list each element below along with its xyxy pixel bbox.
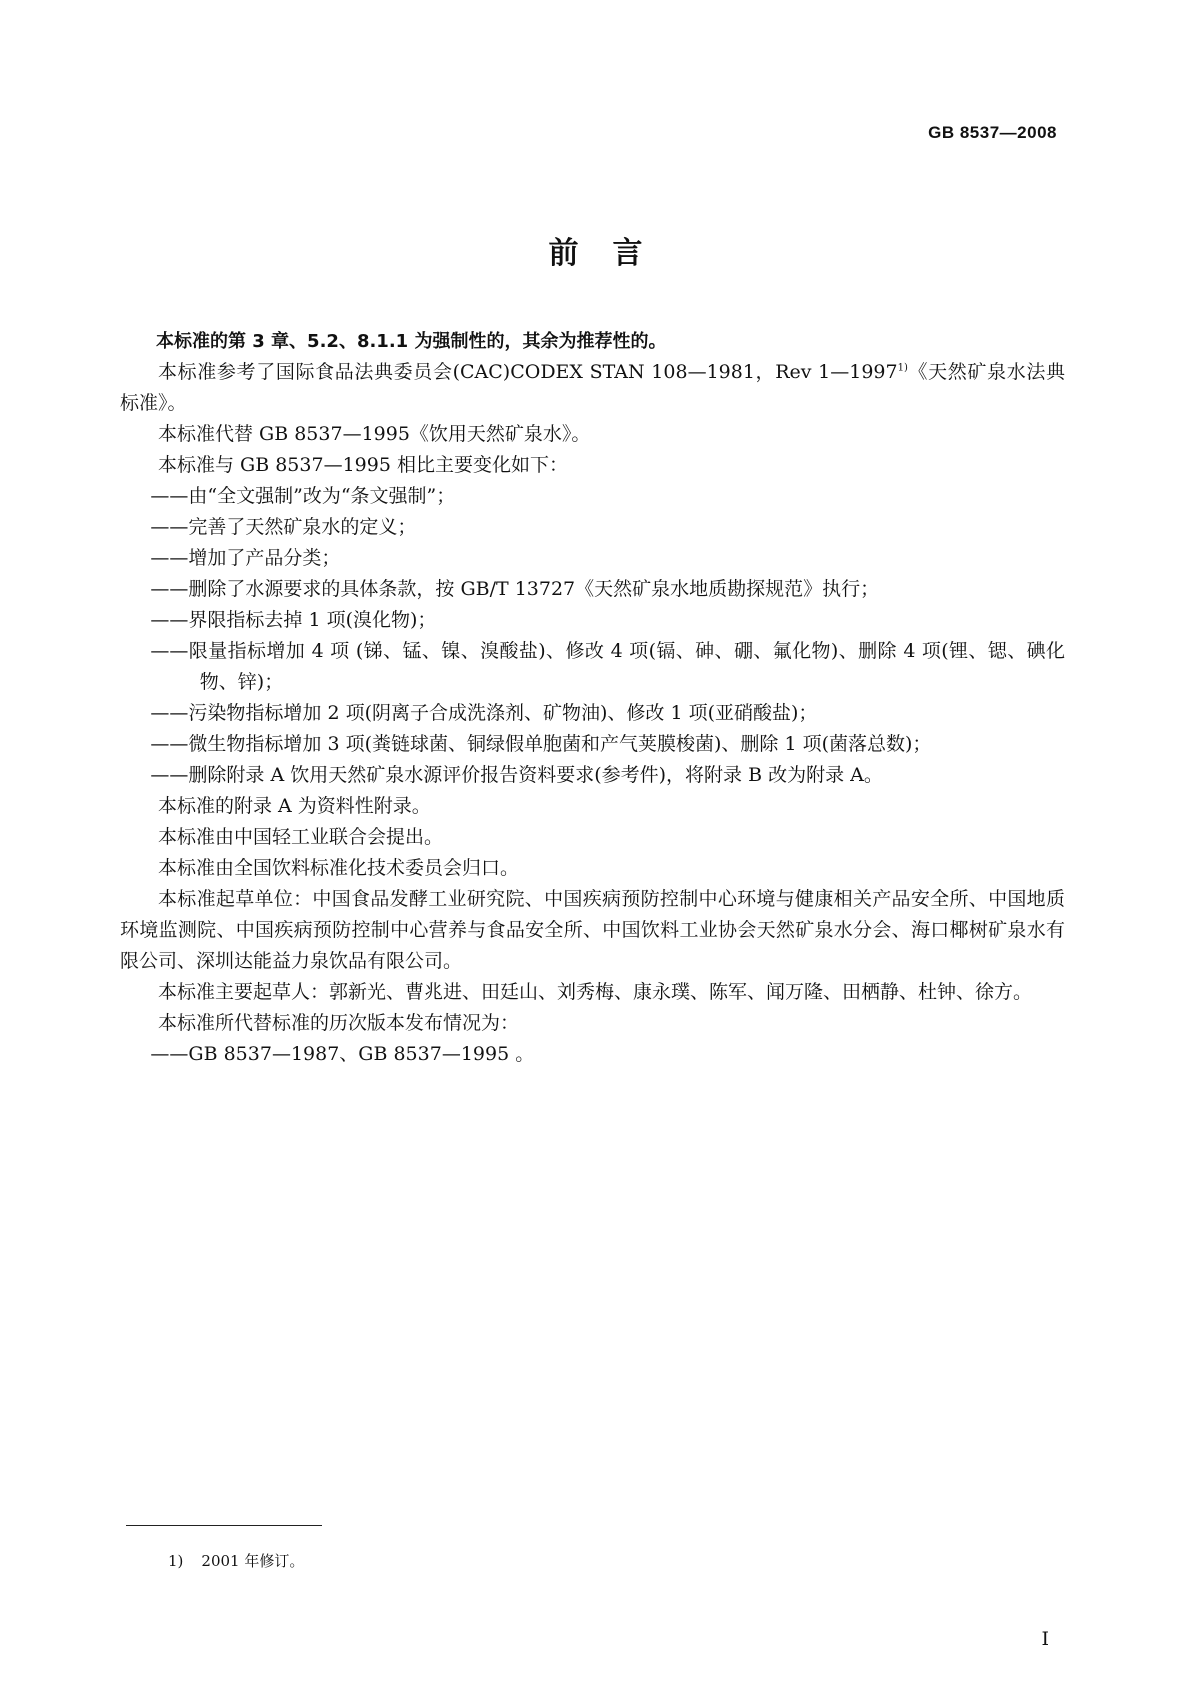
mandatory-clause-paragraph: 本标准的第 3 章、5.2、8.1.1 为强制性的，其余为推荐性的。 [156,331,667,352]
footnote-divider [126,1525,322,1526]
drafting-units-paragraph: 本标准起草单位：中国食品发酵工业研究院、中国疾病预防控制中心环境与健康相关产品安全所、中国地质环境监测院、中国疾病预防控制中心营养与食品安全所、中国饮料工业协会天然矿泉水分会、海口椰树矿泉水有限公司、深圳达能益力泉饮品有限公司。 [120,888,1065,972]
footnote [168,1550,304,1571]
list-item: ——完善了天然矿泉水的定义； [150,516,417,538]
list-item: ——微生物指标增加 3 项(粪链球菌、铜绿假单胞菌和产气荚膜梭菌)、删除 1 项(菌落总数)； [150,733,932,755]
changes-intro-paragraph: 本标准与 GB 8537—1995 相比主要变化如下： [158,454,568,476]
proposer-paragraph: 本标准由中国轻工业联合会提出。 [158,826,444,848]
changes-list [120,481,1065,791]
reference-text-after: 《天然矿泉水法典标准》。 [120,361,1065,414]
history-intro-paragraph: 本标准所代替标准的历次版本发布情况为： [158,1012,520,1034]
foreword-body [120,326,1065,1070]
footnote-mark: 1) [168,1552,184,1570]
replaces-paragraph: 本标准代替 GB 8537—1995《饮用天然矿泉水》。 [158,423,591,445]
list-item: ——由“全文强制”改为“条文强制”； [150,485,456,507]
list-item: ——删除附录 A 饮用天然矿泉水源评价报告资料要求(参考件)，将附录 B 改为附录 A。 [150,764,883,786]
standard-code: GB 8537—2008 [928,123,1057,142]
reference-paragraph [120,357,1065,419]
footnote-text: 2001 年修订。 [201,1552,305,1570]
list-item: ——污染物指标增加 2 项(阴离子合成洗涤剂、矿物油)、修改 1 项(亚硝酸盐)； [150,702,818,724]
list-item: ——删除了水源要求的具体条款，按 GB/T 13727《天然矿泉水地质勘探规范》执行； [150,578,880,600]
list-item: ——界限指标去掉 1 项(溴化物)； [150,609,437,631]
list-item: ——限量指标增加 4 项 (锑、锰、镍、溴酸盐)、修改 4 项(镉、砷、硼、氟化物)、删除 4 项(锂、锶、碘化物、锌)； [150,640,1065,693]
centralized-paragraph: 本标准由全国饮料标准化技术委员会归口。 [158,857,520,879]
page-title: 前言 [548,236,677,271]
history-item: ——GB 8537—1987、GB 8537—1995 。 [150,1043,535,1065]
drafters-paragraph: 本标准主要起草人：郭新光、曹兆进、田廷山、刘秀梅、康永璞、陈军、闻万隆、田栖静、杜钟、徐方。 [158,981,1033,1003]
list-item: ——增加了产品分类； [150,547,341,569]
reference-text-before: 本标准参考了国际食品法典委员会(CAC)CODEX STAN 108—1981，Rev 1—1997 [158,361,898,383]
appendix-paragraph: 本标准的附录 A 为资料性附录。 [158,795,431,817]
page-number: I [1041,1628,1049,1650]
footnote-reference: 1) [897,362,908,374]
